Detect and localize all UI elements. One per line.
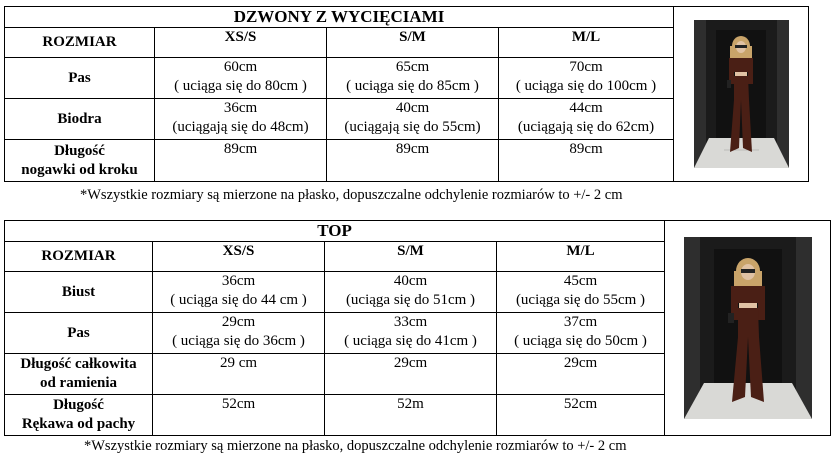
cell-note: ( uciąga się do 80cm ) [174,78,307,94]
row-label-line2: od ramienia [39,375,118,391]
cell-value: 29cm [563,355,598,371]
size-table-dzwony [4,6,809,182]
size-header: ROZMIAR [5,242,153,272]
cell-value: 70cm [569,59,603,75]
cell [153,354,325,395]
cell [155,99,327,140]
cell-note: ( uciąga się do 100cm ) [515,78,657,94]
row-label: Pas [5,313,153,354]
table-title: DZWONY Z WYCIĘCIAMI [5,7,674,28]
cell-note: ( uciąga się do 44 cm ) [170,292,307,308]
cell-note: ( uciąga się do 85cm ) [346,78,479,94]
cell [497,354,665,395]
row-label: Biodra [5,99,155,140]
cell-note: ( uciąga się do 41cm ) [344,333,477,349]
cell [325,272,497,313]
cell-value: 89cm [569,141,603,157]
cell-note: (uciągają się do 48cm) [172,119,309,135]
size-m-l: M/L [499,28,674,58]
size-s-m: S/M [325,242,497,272]
row-label-line1: Długość [54,142,105,159]
cell [327,99,499,140]
row-label: Biust [5,272,153,313]
cell-value: 33cm [393,314,428,330]
row-label [5,140,155,182]
footnote: *Wszystkie rozmiary są mierzone na płasko, dopuszczalne odchylenie rozmiarów to +/- 2 cm [80,187,623,203]
cell [155,58,327,99]
cell-value: 89cm [395,141,430,157]
cell-value: 40cm [393,273,428,289]
cell-value: 29cm [221,314,256,330]
cell-value: 40cm [395,100,430,116]
cell-value: 29 cm [219,355,258,371]
cell-note: (uciągają się do 55cm) [344,119,481,135]
cell-value: 29cm [393,355,428,371]
row-label-line1: Długość całkowita [20,356,137,372]
cell [499,99,674,140]
cell [327,58,499,99]
cell [499,58,674,99]
cell [327,140,499,182]
size-xs-s: XS/S [153,242,325,272]
row-label-line2: Rękawa od pachy [21,416,136,432]
size-xs-s: XS/S [155,28,327,58]
row-label [5,354,153,395]
cell-value: 36cm [221,273,256,289]
cell [497,313,665,354]
product-photo-cell [665,221,831,436]
cell-note: ( uciąga się do 50cm ) [514,333,647,349]
product-photo [684,237,812,419]
row-label [5,395,153,436]
cell-note: (uciąga się do 51cm ) [345,292,476,308]
cell-value: 52cm [563,396,598,412]
cell-note: (uciągają się do 62cm) [517,119,655,135]
cell-value: 60cm [223,59,258,75]
cell-value: 65cm [395,59,430,75]
cell [325,395,497,436]
cell [499,140,674,182]
cell [325,354,497,395]
cell [153,395,325,436]
cell [497,272,665,313]
size-s-m: S/M [327,28,499,58]
size-m-l: M/L [497,242,665,272]
cell-value: 37cm [563,314,598,330]
product-photo [694,20,789,168]
cell [153,313,325,354]
table-title: TOP [5,221,665,242]
footnote: *Wszystkie rozmiary są mierzone na płasko, dopuszczalne odchylenie rozmiarów to +/- 2 cm [84,438,627,454]
cell-note: ( uciąga się do 36cm ) [172,333,305,349]
row-label-line2: nogawki od kroku [21,161,138,178]
cell-value: 44cm [569,100,603,116]
cell-note: (uciąga się do 55cm ) [515,292,646,308]
size-header: ROZMIAR [5,28,155,58]
cell-value: 36cm [223,100,258,116]
size-table-top [4,220,831,436]
row-label: Pas [5,58,155,99]
cell [325,313,497,354]
cell-value: 52cm [221,396,256,412]
cell-value: 89cm [223,141,258,157]
cell [497,395,665,436]
cell-value: 45cm [563,273,598,289]
cell [155,140,327,182]
product-photo-cell [674,7,809,182]
row-label-line1: Długość [53,397,104,413]
cell [153,272,325,313]
cell-value: 52m [397,396,424,412]
